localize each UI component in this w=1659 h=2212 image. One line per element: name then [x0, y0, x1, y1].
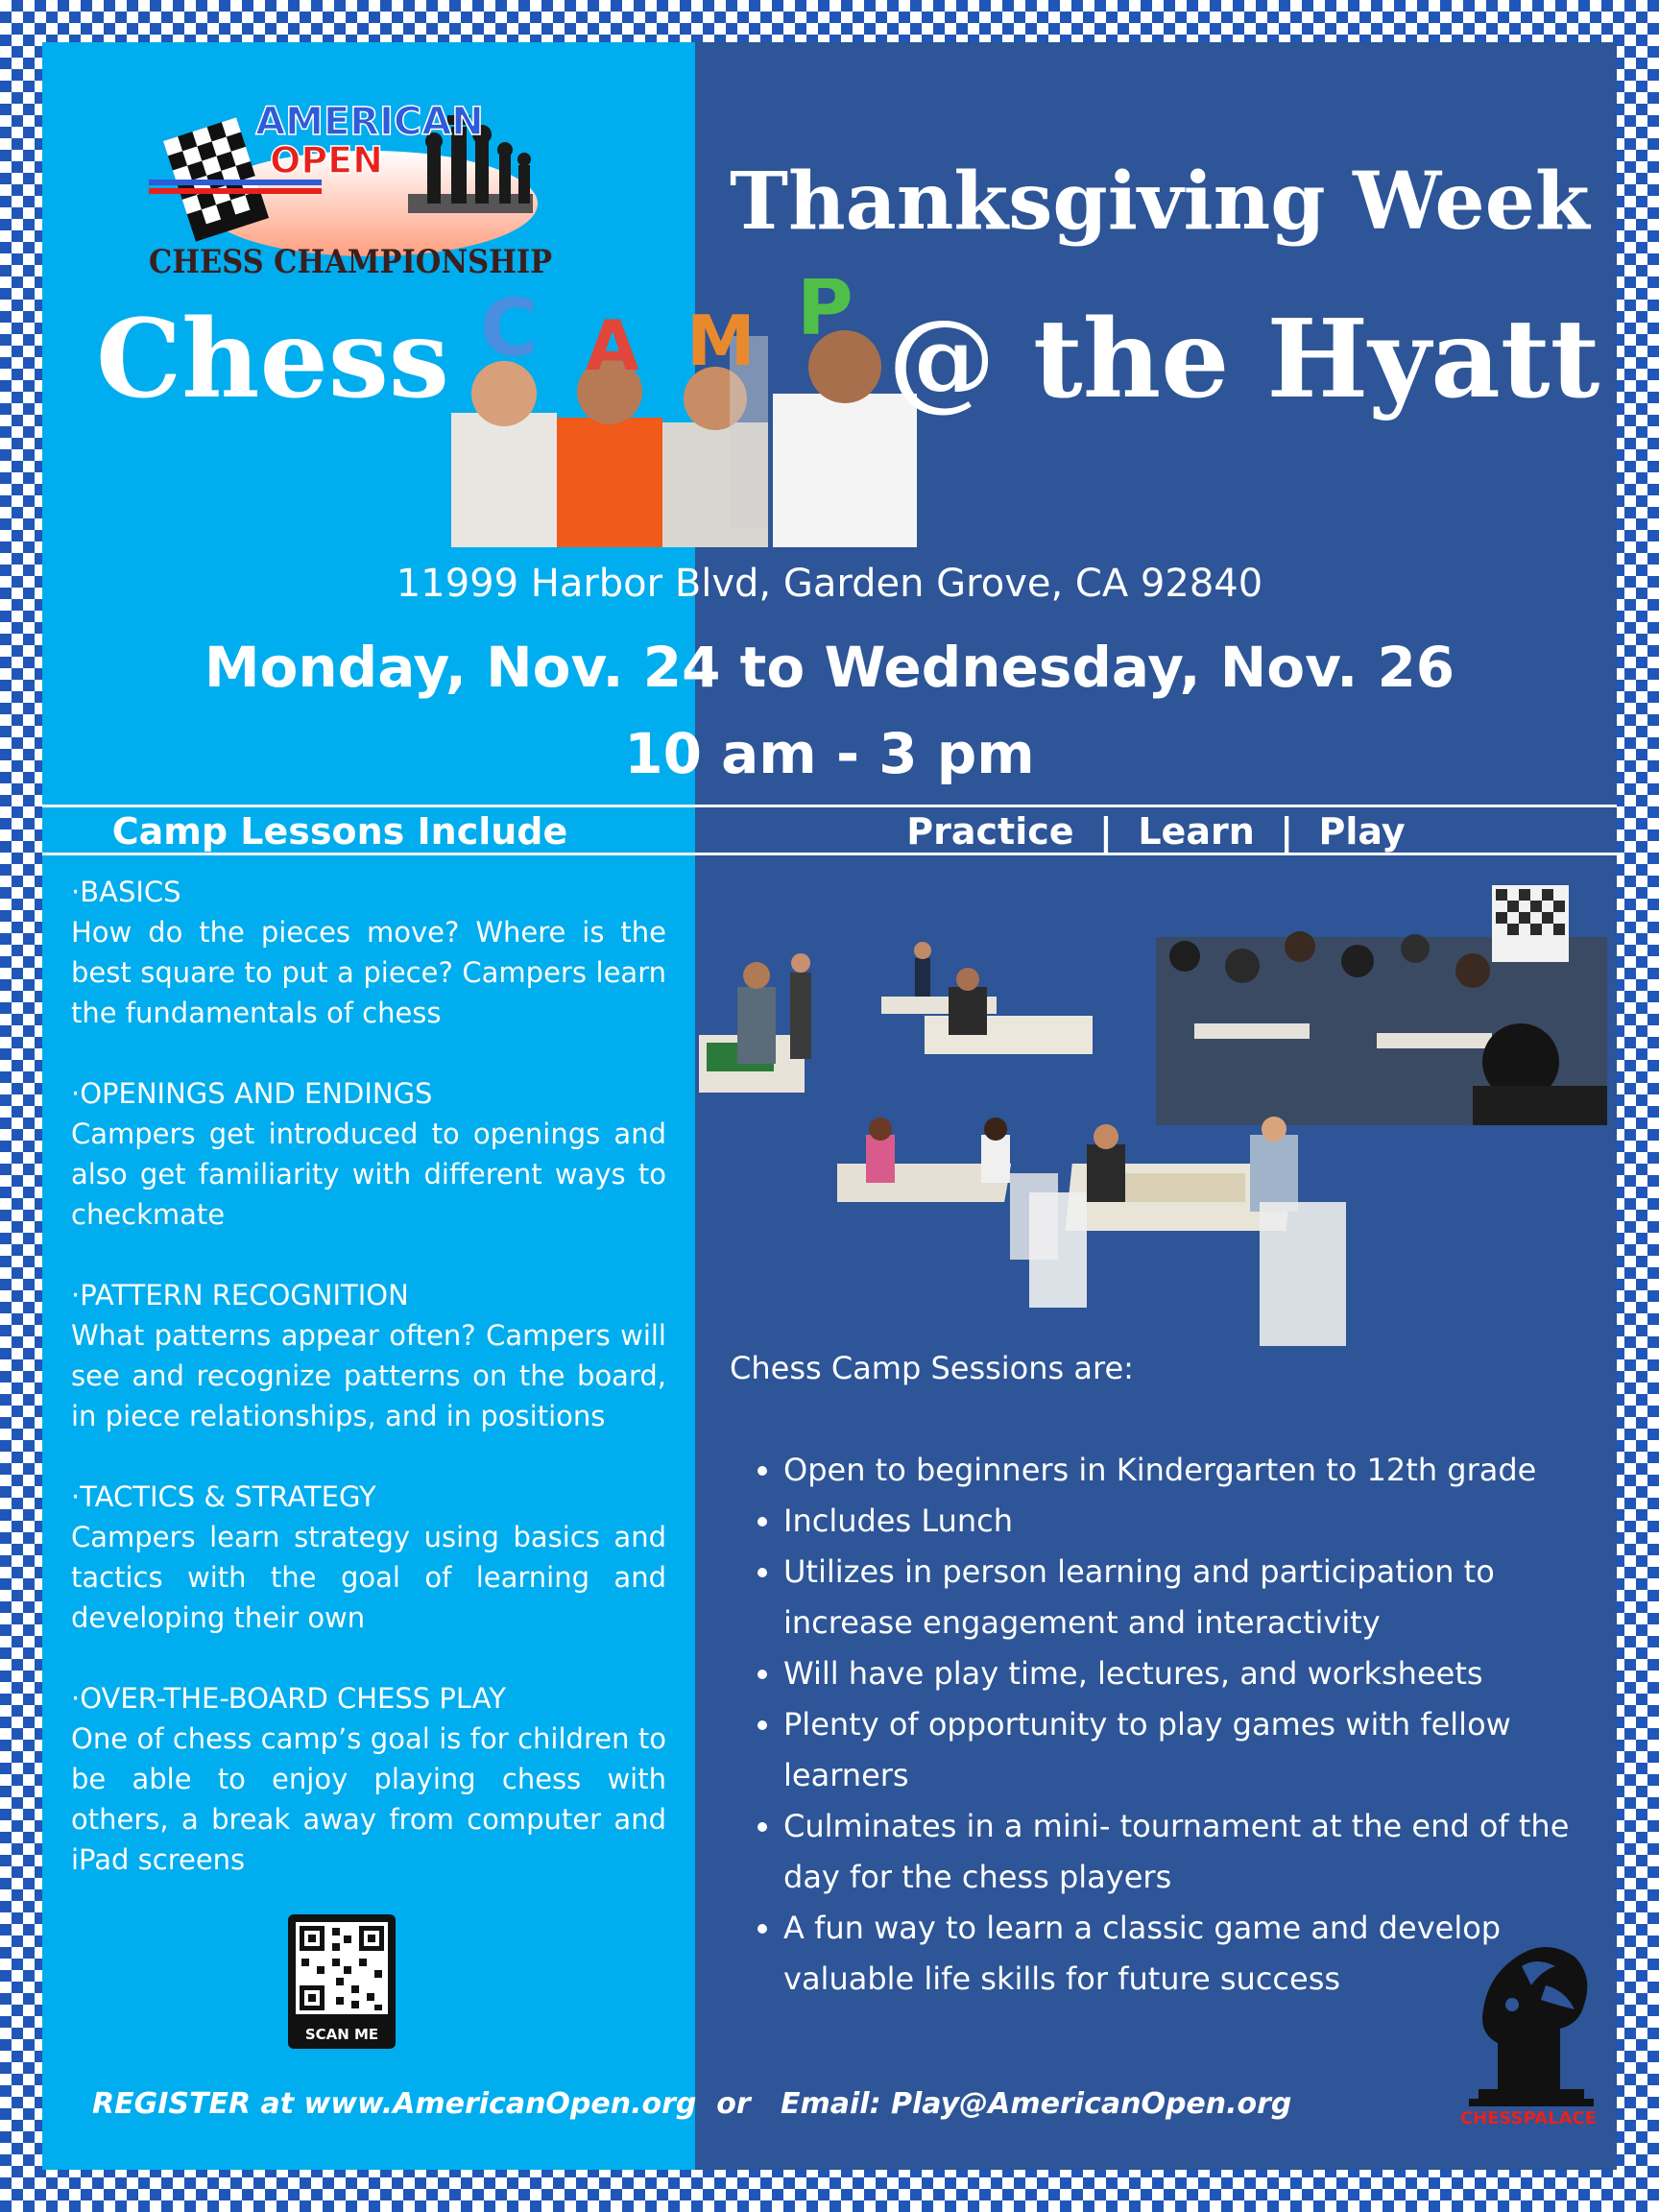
qr-scan-label: SCAN ME: [304, 2026, 379, 2043]
lesson-body: How do the pieces move? Where is the best square to put a piece? Campers learn the fundamentals of chess: [71, 916, 666, 1029]
camp-letter-m: M: [686, 301, 756, 381]
camp-letter-c: C: [480, 283, 539, 374]
lesson-body: What patterns appear often? Campers will see and recognize patterns on the board, in piece relationships, and in positions: [71, 1319, 666, 1432]
title-chess: Chess: [96, 297, 449, 422]
knight-logo-icon: [1440, 1928, 1603, 2128]
session-item: • Includes Lunch: [783, 1496, 1619, 1547]
lesson-title: ·OPENINGS AND ENDINGS: [71, 1077, 433, 1110]
session-item: • Will have play time, lectures, and worksheets: [783, 1648, 1619, 1699]
logo-american: AMERICAN: [255, 100, 484, 144]
lesson-item: [71, 1275, 666, 1436]
event-address: 11999 Harbor Blvd, Garden Grove, CA 92840: [396, 562, 1263, 606]
camp-letter-a: A: [586, 305, 639, 386]
lessons-list: [71, 872, 666, 1920]
camp-letter-p: P: [797, 278, 854, 352]
sessions-list: [749, 1445, 1619, 2005]
lesson-body: Campers get introduced to openings and also get familiarity with different ways to checkmate: [71, 1118, 666, 1231]
title-at-the-hyatt: @ the Hyatt: [888, 297, 1600, 422]
session-item: • Open to beginners in Kindergarten to 12th grade: [783, 1445, 1619, 1496]
logo-championship: CHESS CHAMPIONSHIP: [149, 243, 552, 281]
register-line[interactable]: REGISTER at www.AmericanOpen.org or Email: Play@AmericanOpen.org: [92, 2087, 1292, 2121]
event-times: 10 am - 3 pm: [624, 721, 1035, 786]
lesson-body: Campers learn strategy using basics and tactics with the goal of learning and developing their own: [71, 1521, 666, 1634]
logo-stripe-red: [149, 188, 322, 194]
lesson-item: [71, 1073, 666, 1235]
american-open-logo: [149, 88, 571, 292]
lesson-body: One of chess camp’s goal is for children to be able to enjoy playing chess with others, a break away from computer and iPad screens: [71, 1722, 666, 1876]
event-dates: Monday, Nov. 24 to Wednesday, Nov. 26: [204, 635, 1455, 700]
divider-bottom: [42, 853, 1617, 855]
camp-photo-tables: [837, 1116, 1406, 1361]
sessions-intro: Chess Camp Sessions are:: [730, 1350, 1134, 1386]
session-item: • Utilizes in person learning and participation to increase engagement and interactivity: [783, 1547, 1619, 1648]
camp-photo-players-standing: [699, 929, 1093, 1121]
session-item: • A fun way to learn a classic game and develop valuable life skills for future success: [783, 1903, 1619, 2005]
title-thanksgiving-week: Thanksgiving Week: [730, 156, 1590, 248]
lesson-item: [71, 1678, 666, 1880]
kids-camp-photo: [442, 278, 960, 547]
chesspalace-label: CHESSPALACE: [1459, 2108, 1598, 2128]
qr-code-icon[interactable]: [288, 1914, 396, 2049]
lesson-title: ·PATTERN RECOGNITION: [71, 1279, 409, 1311]
lesson-title: ·TACTICS & STRATEGY: [71, 1480, 376, 1513]
lesson-title: ·OVER-THE-BOARD CHESS PLAY: [71, 1682, 507, 1715]
session-item: • Culminates in a mini- tournament at the end of the day for the chess players: [783, 1801, 1619, 1903]
lessons-header: Camp Lessons Include: [111, 810, 568, 853]
session-item: • Plenty of opportunity to play games with fellow learners: [783, 1699, 1619, 1801]
logo-open: OPEN: [270, 139, 383, 181]
lesson-item: [71, 1477, 666, 1638]
lesson-item: [71, 872, 666, 1033]
camp-photo-lecture: [1156, 879, 1607, 1125]
practice-learn-play-tagline: Practice | Learn | Play: [906, 810, 1406, 853]
lesson-title: ·BASICS: [71, 876, 181, 908]
